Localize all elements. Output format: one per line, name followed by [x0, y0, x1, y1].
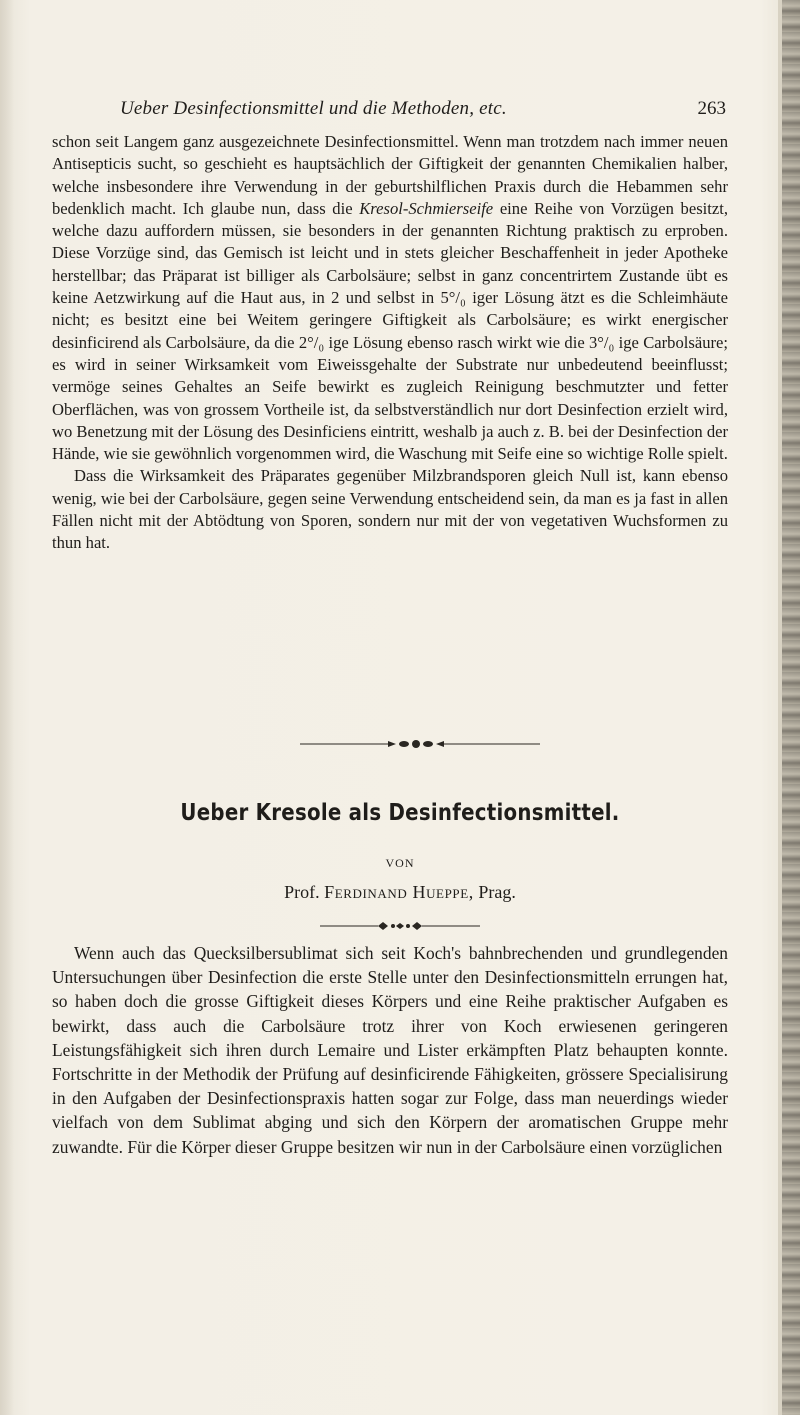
article-title: Ueber Kresole als Desinfectionsmittel.	[180, 800, 620, 826]
running-header	[120, 98, 726, 124]
paragraph-text: eine Reihe von Vorzügen besitzt, welche dazu auffordern müssen, sie besonders in der genannten Richtung praktisch zu erproben. Diese Vorzüge sind, das Gemisch ist leicht und in stets gleicher Beschaffenheit in jeder Apotheke herstellbar; das Präparat ist billiger als Carbolsäure; selbst in ganz concentrirtem Zustande übt es keine Aetzwirkung auf die Haut aus, in 2 und selbst in 5°/₀ iger Lösung ätzt es die Schleimhäute nicht; es besitzt eine bei Weitem geringere Giftigkeit als Carbolsäure; es wirkt energischer desinficirend als Carbolsäure, da die 2°/₀ ige Lösung ebenso rasch wirkt wie die 3°/₀ ige Carbolsäure; es wird in seiner Wirksamkeit vom Eiweissgehalte der Substrate nur unbedeutend beeinflusst; vermöge seines Gehaltes an Seife bewirkt es zugleich Reinigung beschmutzter und fetter Oberflächen, was von grossem Vortheile ist, da selbstverständlich nur dort Desinfection erzielt wird, wo Benetzung mit der Lösung des Desinficiens eintritt, weshalb ja auch z. B. bei der Desinfection der Hände, wie sie gewöhnlich vorgenommen wird, die Waschung mit Seife eine so wichtige Rolle spielt.	[52, 198, 729, 464]
byline-von: VON	[385, 856, 415, 870]
author-place: Prag.	[478, 882, 516, 902]
author-line	[0, 882, 800, 903]
section-divider-ornament	[300, 738, 540, 750]
paragraph-continued	[52, 131, 728, 465]
author-name: Ferdinand Hueppe,	[324, 882, 474, 902]
article-paragraph: Wenn auch das Quecksilbersublimat sich seit Koch's bahnbrechenden und grundlegenden Untersuchungen über Desinfection die erste Stelle unter den Desinfectionsmitteln errungen hat, so haben doch die grosse Giftigkeit dieses Körpers und eine Reihe praktischer Aufgaben es bewirkt, dass auch die Carbolsäure trotz ihrer von Koch erwiesenen geringeren Leistungsfähigkeit sich ihren durch Lemaire und Lister erkämpften Platz behaupten konnte. Fortschritte in der Methodik der Prüfung auf desinficirende Fähigkeiten, grössere Specialisirung in den Aufgaben der Desinfectionspraxis hatten sogar zur Folge, dass man neuerdings wieder vielfach von dem Sublimat abging und sich den Körpern der aromatischen Gruppe mehr zuwandte. Für die Körper dieser Gruppe besitzen wir nun in der Carbolsäure einen vorzüglichen	[52, 943, 728, 1157]
kresol-term: Kresol-Schmierseife	[359, 198, 494, 218]
continued-text	[52, 131, 728, 555]
book-binding-edge	[782, 0, 800, 1415]
running-title: Ueber Desinfectionsmittel und die Methoden, etc.	[120, 98, 507, 119]
title-divider-ornament	[320, 920, 480, 932]
paragraph-text: schon seit Langem ganz ausgezeichnete Desinfectionsmittel. Wenn man trotzdem nach immer neuen Antisepticis sucht, so geschieht es hauptsächlich der Giftigkeit der genannten Chemikalien halber, welche insbesondere ihre Verwendung in der geburtshilflichen Praxis durch die Hebammen sehr bedenklich macht. Ich glaube nun, dass die	[52, 132, 728, 218]
article-body	[52, 941, 728, 1159]
author-prefix: Prof.	[284, 882, 320, 902]
page-number: 263	[697, 98, 726, 119]
left-margin-shadow	[0, 0, 14, 1415]
paragraph-sporen: Dass die Wirksamkeit des Präparates gegenüber Milzbrandsporen gleich Null ist, kann ebenso wenig, wie bei der Carbolsäure, gegen seine Verwendung entscheidend sein, da man es ja fast in allen Fällen nicht mit der Abtödtung von Sporen, sondern nur mit der von vegetativen Wuchsformen zu thun hat.	[52, 466, 728, 553]
